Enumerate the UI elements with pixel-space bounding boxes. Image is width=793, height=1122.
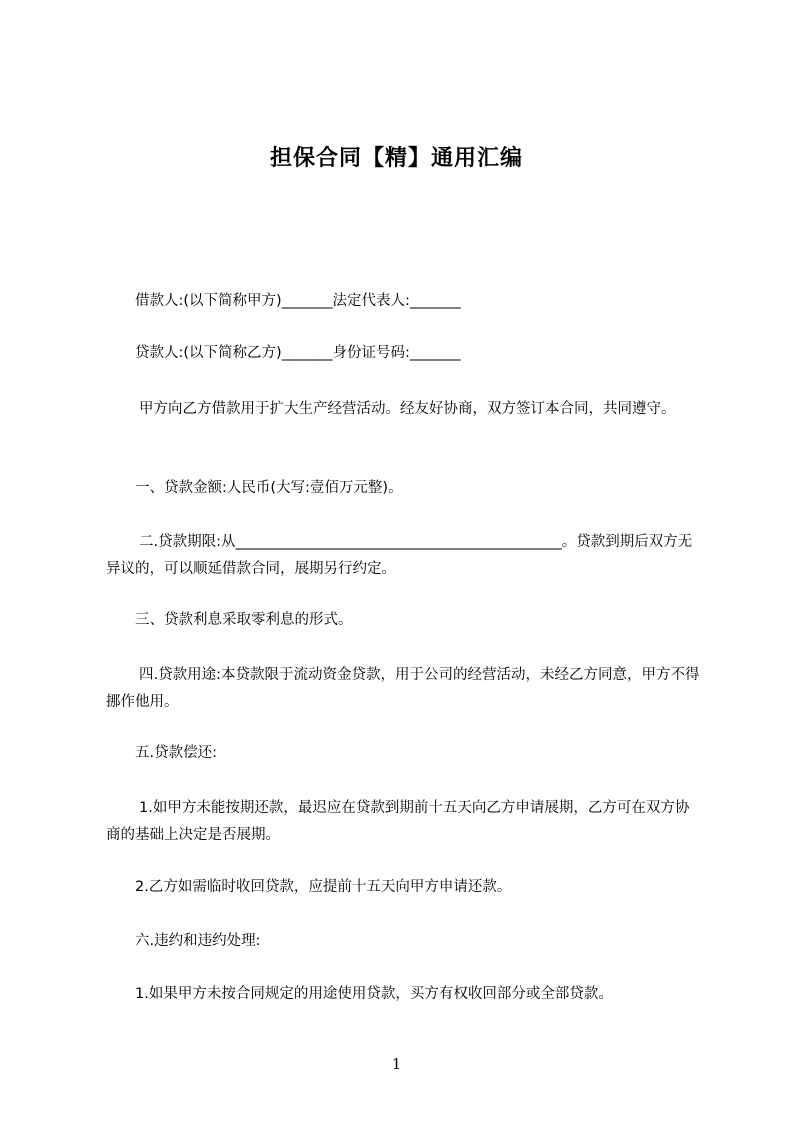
loan-term-clause: 二.贷款期限:从_____________________________________________。贷款到期后双方无异议的，可以顺延借款合同，展期另行约定。 xyxy=(106,534,693,577)
borrower-line: 借款人:(以下简称甲方)_______法定代表人:_______ xyxy=(135,293,461,309)
page-number: 1 xyxy=(391,1055,402,1073)
document-title: 担保合同【精】通用汇编 xyxy=(269,146,523,171)
repayment-heading: 五.贷款偿还: xyxy=(135,745,217,761)
repayment-item-2: 2.乙方如需临时收回贷款，应提前十五天向甲方申请还款。 xyxy=(135,879,512,895)
repayment-item-1: 1.如甲方未能按期还款，最迟应在贷款到期前十五天向乙方申请展期，乙方可在双方协商的基础上决定是否展期。 xyxy=(106,800,690,843)
preamble-paragraph: 甲方向乙方借款用于扩大生产经营活动。经友好协商，双方签订本合同，共同遵守。 xyxy=(139,401,676,417)
loan-purpose-clause: 四.贷款用途:本贷款限于流动资金贷款，用于公司的经营活动，未经乙方同意，甲方不得挪作他用。 xyxy=(106,667,700,710)
breach-item-1: 1.如果甲方未按合同规定的用途使用贷款，买方有权收回部分或全部贷款。 xyxy=(135,986,613,1002)
interest-clause: 三、贷款利息采取零利息的形式。 xyxy=(135,612,353,628)
breach-heading: 六.违约和违约处理: xyxy=(135,933,261,949)
loan-amount-clause: 一、贷款金额:人民币(大写:壹佰万元整)。 xyxy=(135,480,403,496)
lender-line: 贷款人:(以下简称乙方)_______身份证号码:_______ xyxy=(135,345,461,361)
